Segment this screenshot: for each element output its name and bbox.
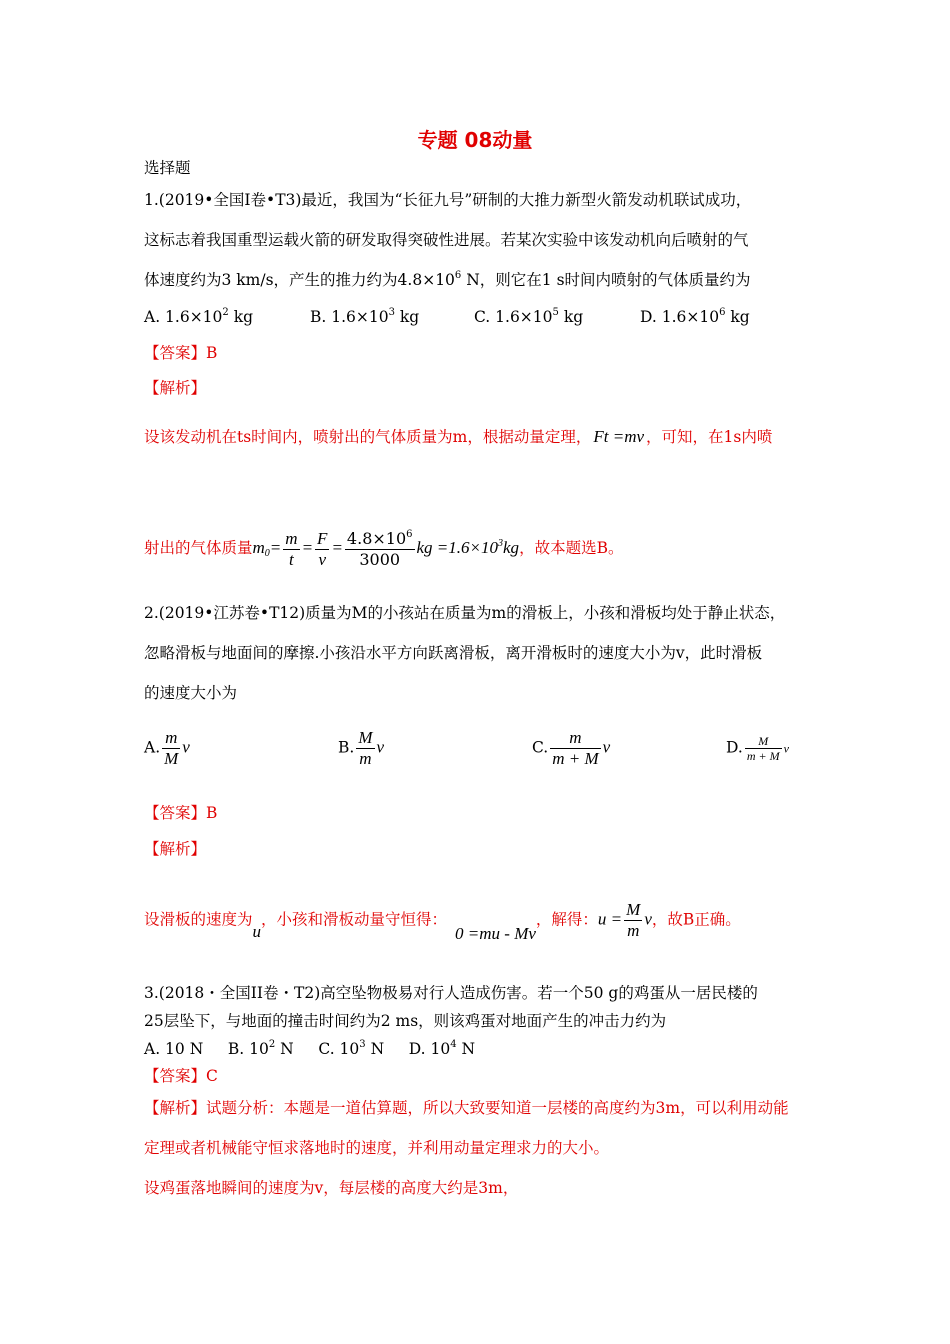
q3-line-2: 25层坠下，与地面的撞击时间约为2 ms，则该鸡蛋对地面产生的冲击力约为	[144, 1012, 667, 1030]
q3-line-1: 3.(2018・全国II卷・T2)高空坠物极易对行人造成伤害。若一个50 g的鸡蛋从一居民楼的	[144, 984, 758, 1002]
q1-analysis-tag: 【解析】	[144, 379, 207, 397]
q2-answer: 【答案】B	[144, 804, 218, 822]
q3-option-c: C. $10^3$ N	[318, 1039, 385, 1058]
q3-explanation-line-1: 【解析】试题分析：本题是一道估算题，所以大致要知道一层楼的高度约为3m，可以利用动能	[144, 1099, 789, 1117]
q2-line-1: 2.(2019•江苏卷•T12)质量为M的小孩站在质量为m的滑板上，小孩和滑板均处于静止状态，	[144, 604, 786, 622]
q3-options	[144, 1039, 475, 1059]
q2-explanation: 设滑板的速度为u，小孩和滑板动量守恒得：0 =mu - Mv，解得：u = $\frac{M}{m}$ v，故B正确。	[144, 900, 741, 943]
q1-explanation-line-1: 设该发动机在ts时间内，喷射出的气体质量为m，根据动量定理， Ft =mv ，可知，在1s内喷	[144, 427, 773, 446]
q2-option-a: A. $\frac{m}{M}$ v	[144, 728, 190, 768]
q1-line-2: 这标志着我国重型运载火箭的研发取得突破性进展。若某次实验中该发动机向后喷射的气	[144, 231, 749, 249]
q1-line-1: 1.(2019•全国Ⅰ卷•T3)最近，我国为“长征九号”研制的大推力新型火箭发动机联试成功，	[144, 191, 752, 209]
q1-option-a: A. $1.6\times 10^2$ kg	[144, 307, 254, 326]
q1-answer: 【答案】B	[144, 344, 218, 362]
q3-option-d: D. $10^4$ N	[408, 1039, 476, 1058]
q2-option-d: D. $\frac{M}{m + M}$ v	[726, 734, 789, 763]
q3-option-a: A. 10 N	[144, 1040, 204, 1058]
q3-explanation-line-3: 设鸡蛋落地瞬间的速度为v，每层楼的高度大约是3m，	[144, 1179, 519, 1197]
q2-analysis-tag: 【解析】	[144, 840, 207, 858]
q2-option-c: C. $\frac{m}{m + M}$ v	[532, 728, 611, 768]
q2-line-2: 忽略滑板与地面间的摩擦.小孩沿水平方向跃离滑板，离开滑板时的速度大小为v，此时滑板	[144, 644, 763, 662]
q3-option-b: B. $10^2$ N	[227, 1039, 294, 1058]
q1-option-b: B. $1.6\times 10^3$ kg	[310, 307, 420, 326]
section-heading: 选择题	[144, 159, 191, 177]
q1-line-3: 体速度约为3 km/s，产生的推力约为$4.8\times 10^6$ N，则它在1 s时间内喷射的气体质量约为	[144, 270, 751, 289]
page-title: 专题 08动量	[417, 128, 533, 152]
q3-explanation-line-2: 定理或者机械能守恒求落地时的速度，并利用动量定理求力的大小。	[144, 1139, 610, 1157]
q2-option-b: B. $\frac{M}{m}$ v	[338, 728, 385, 768]
q2-line-3: 的速度大小为	[144, 684, 238, 702]
q1-option-d: D. $1.6\times 10^6$ kg	[640, 307, 750, 326]
q1-explanation-line-2: 射出的气体质量$m_0=$ $\frac{m}{t}$ = $\frac{F}{v}$ = $\frac{4.8\times 10^6}{3000}$ kg $=1.6\times 10^3kg$，故本题选B。	[144, 528, 624, 569]
q3-answer: 【答案】C	[144, 1067, 218, 1085]
q1-option-c: C. $1.6\times 10^5$ kg	[474, 307, 584, 326]
